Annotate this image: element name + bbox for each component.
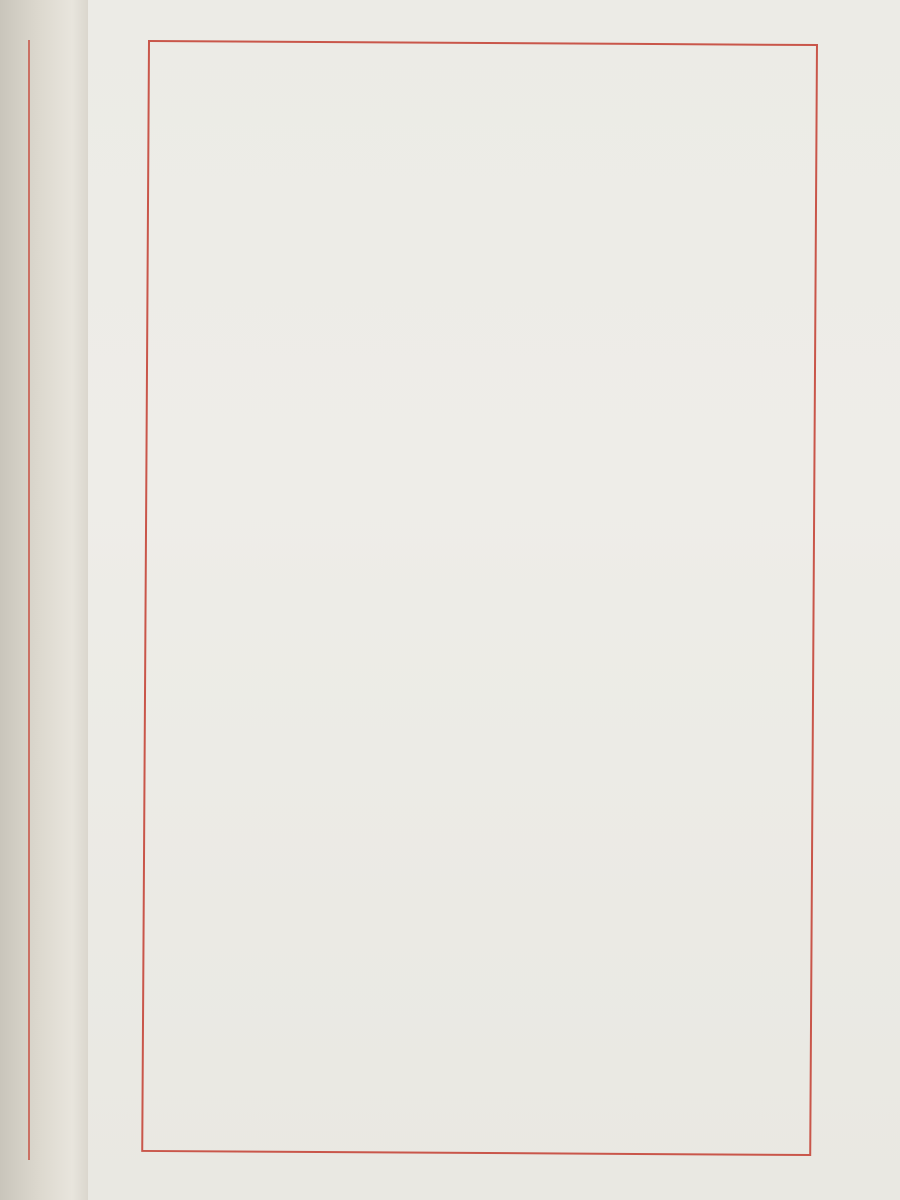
- page-border-frame: [141, 40, 818, 1156]
- facing-page-border: [16, 40, 30, 1160]
- facing-page-edge: [0, 0, 90, 1200]
